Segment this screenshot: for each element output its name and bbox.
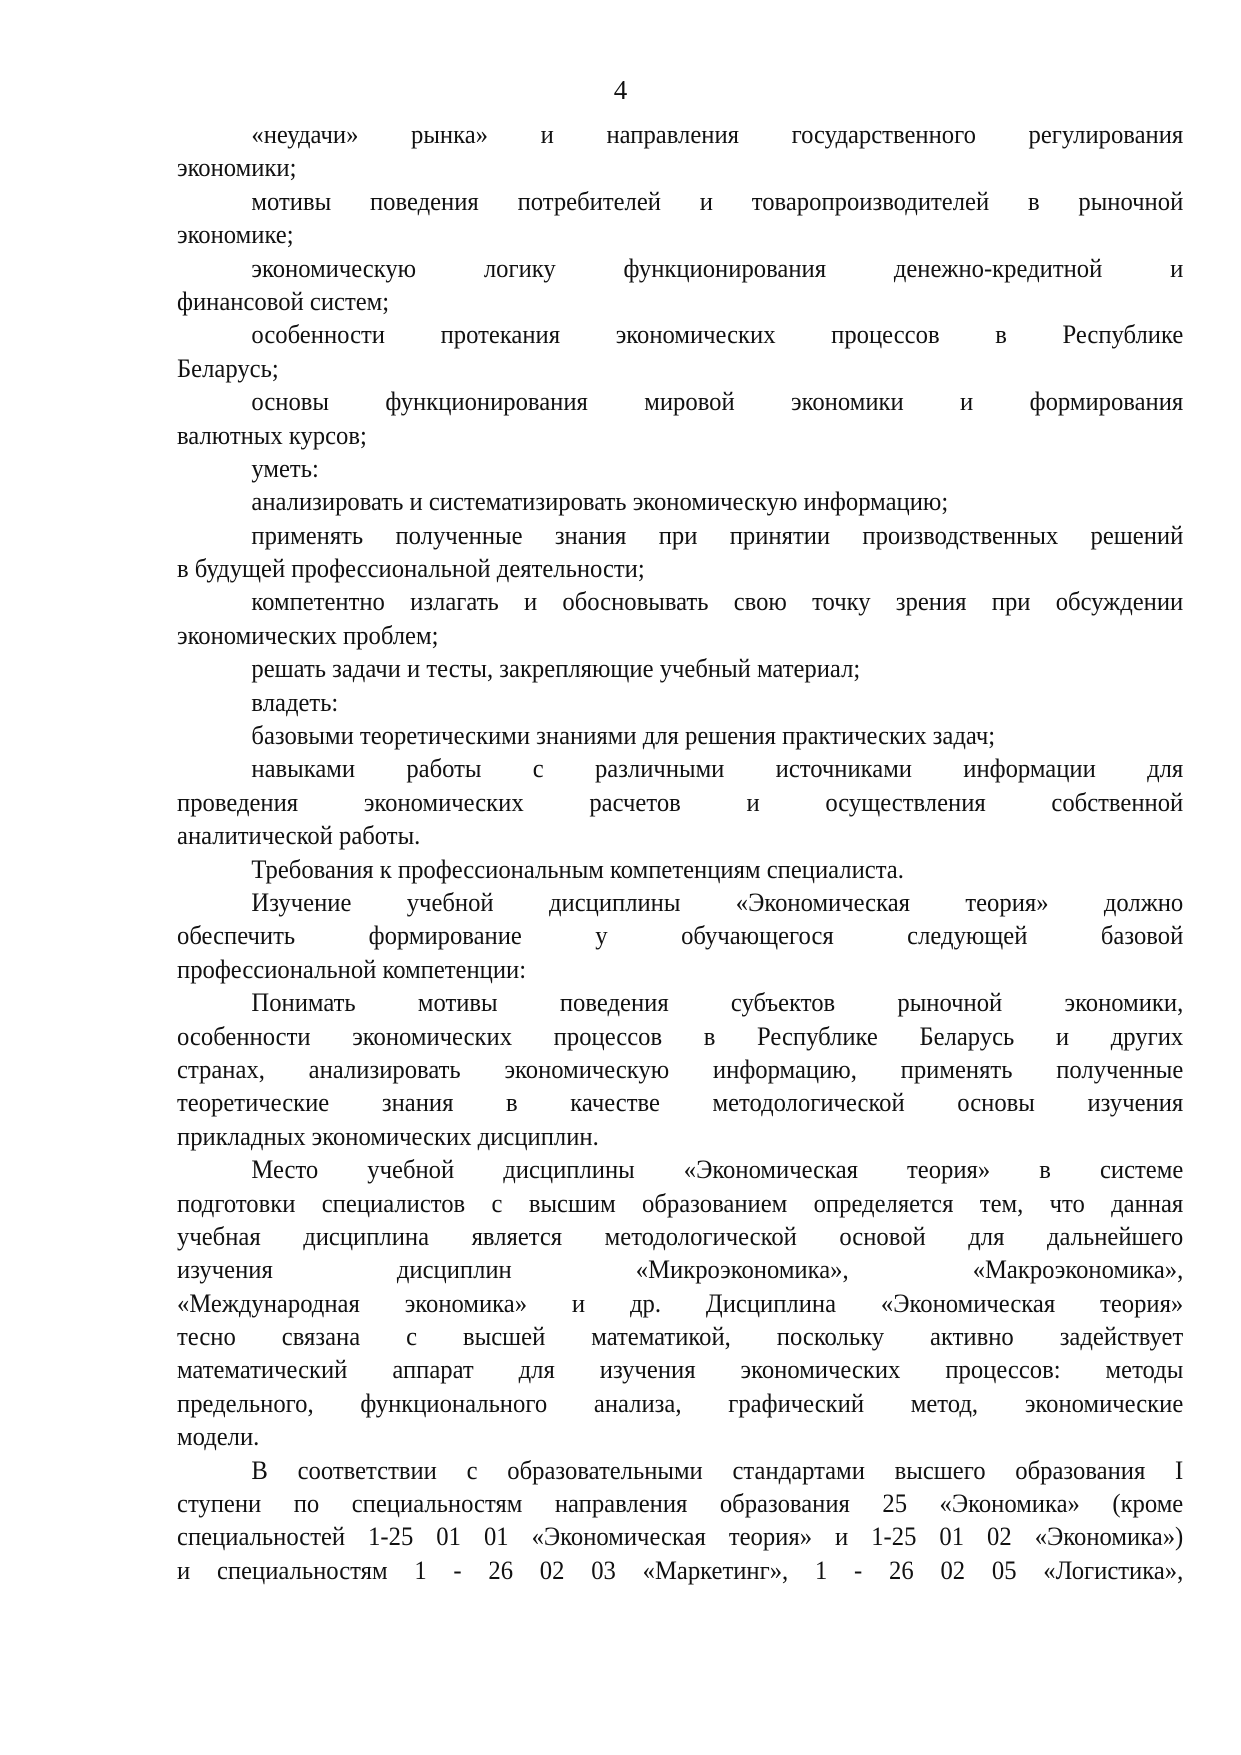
text-line: валютных курсов; [177, 419, 367, 450]
text-line: изучения дисциплин «Микроэкономика», «Макроэкономика», [177, 1254, 1184, 1285]
text-line: финансовой систем; [177, 285, 390, 316]
paragraph-first-line: навыками работы с различными источниками информации для [251, 753, 1184, 784]
paragraph-first-line: В соответствии с образовательными стандартами высшего образования I [251, 1454, 1184, 1485]
text-line: учебная дисциплина является методологической основой для дальнейшего [177, 1220, 1184, 1251]
text-line: обеспечить формирование у обучающегося следующей базовой [177, 920, 1184, 951]
text-line: модели. [177, 1421, 260, 1452]
paragraph-first-line: применять полученные знания при принятии производственных решений [251, 519, 1184, 550]
paragraph-first-line: уметь: [251, 452, 319, 483]
text-line: тесно связана с высшей математикой, поскольку активно задействует [177, 1321, 1184, 1352]
text-line: профессиональной компетенции: [177, 953, 527, 984]
paragraph-first-line: владеть: [251, 686, 339, 717]
text-line: специальностей 1-25 01 01 «Экономическая теория» и 1-25 01 02 «Экономика») [177, 1521, 1184, 1552]
text-line: и специальностям 1 - 26 02 03 «Маркетинг», 1 - 26 02 05 «Логистика», [177, 1554, 1184, 1585]
paragraph-first-line: решать задачи и тесты, закрепляющие учебный материал; [251, 653, 861, 684]
text-line: экономических проблем; [177, 619, 439, 650]
paragraph-first-line: базовыми теоретическими знаниями для решения практических задач; [251, 720, 996, 751]
paragraph-first-line: Понимать мотивы поведения субъектов рыночной экономики, [251, 987, 1184, 1018]
text-line: экономике; [177, 219, 294, 250]
text-line: ступени по специальностям направления образования 25 «Экономика» (кроме [177, 1488, 1184, 1519]
paragraph-first-line: Изучение учебной дисциплины «Экономическая теория» должно [251, 886, 1184, 917]
paragraph-first-line: экономическую логику функционирования денежно-кредитной и [251, 252, 1184, 283]
paragraph-first-line: Требования к профессиональным компетенциям специалиста. [251, 853, 904, 884]
paragraph-first-line: основы функционирования мировой экономики и формирования [251, 386, 1184, 417]
text-line: проведения экономических расчетов и осуществления собственной [177, 786, 1184, 817]
text-line: экономики; [177, 152, 297, 183]
paragraph-first-line: компетентно излагать и обосновывать свою точку зрения при обсуждении [251, 586, 1184, 617]
text-line: аналитической работы. [177, 820, 421, 851]
paragraph-first-line: мотивы поведения потребителей и товаропроизводителей в рыночной [251, 185, 1184, 216]
text-line: странах, анализировать экономическую информацию, применять полученные [177, 1053, 1184, 1084]
paragraph-first-line: анализировать и систематизировать экономическую информацию; [251, 486, 949, 517]
text-line: особенности экономических процессов в Республике Беларусь и других [177, 1020, 1184, 1051]
text-line: теоретические знания в качестве методологической основы изучения [177, 1087, 1184, 1118]
paragraph-first-line: особенности протекания экономических процессов в Республике [251, 319, 1184, 350]
paragraph-first-line: Место учебной дисциплины «Экономическая теория» в системе [251, 1154, 1184, 1185]
text-line: в будущей профессиональной деятельности; [177, 553, 645, 584]
text-line: Беларусь; [177, 352, 279, 383]
document-body [177, 118, 1183, 1587]
text-line: «Международная экономика» и др. Дисциплина «Экономическая теория» [177, 1287, 1184, 1318]
paragraph-first-line: «неудачи» рынка» и направления государственного регулирования [251, 119, 1184, 149]
text-line: прикладных экономических дисциплин. [177, 1120, 599, 1151]
page-number: 4 [613, 75, 628, 105]
text-line: математический аппарат для изучения экономических процессов: методы [177, 1354, 1184, 1385]
text-line: подготовки специалистов с высшим образованием определяется тем, что данная [177, 1187, 1184, 1218]
text-line: предельного, функционального анализа, графический метод, экономические [177, 1387, 1184, 1418]
